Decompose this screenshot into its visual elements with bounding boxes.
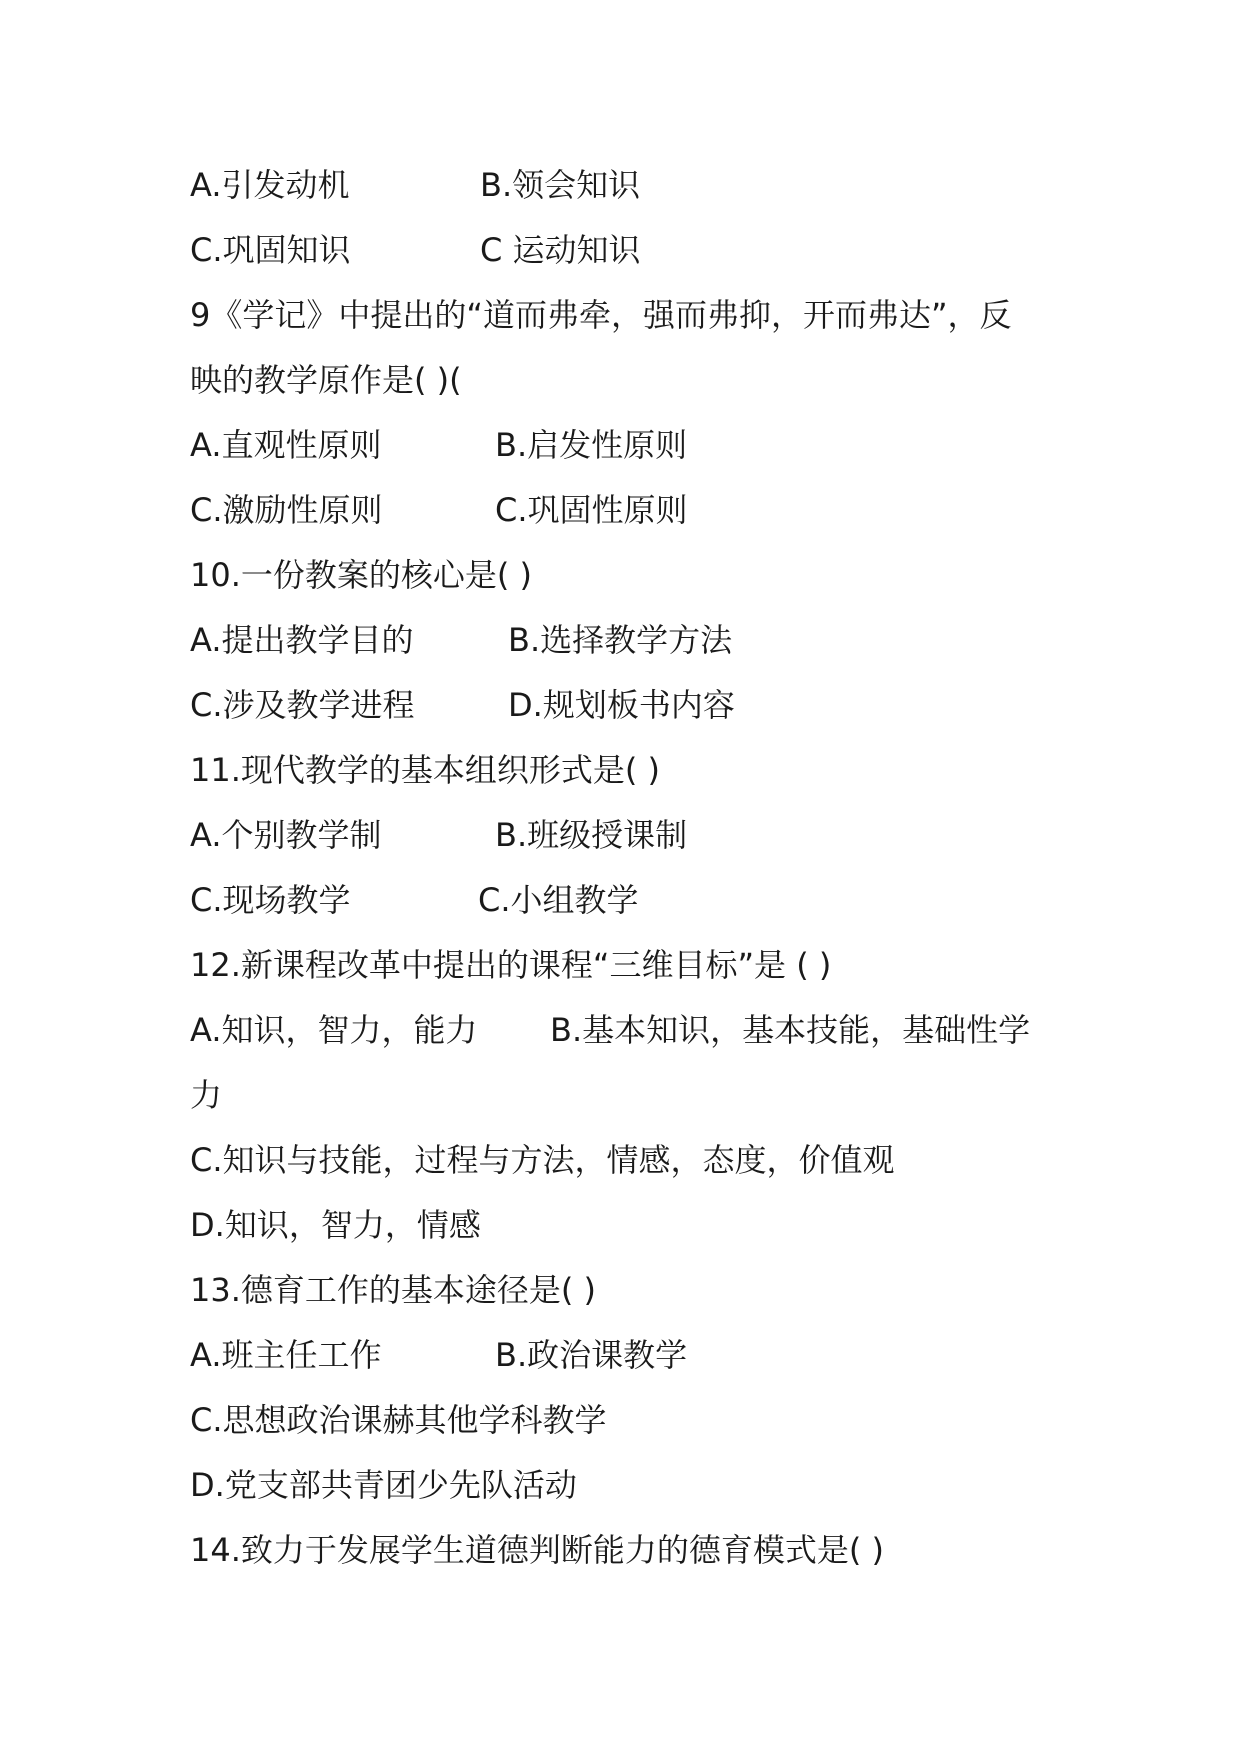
q12-options-row-1 [190,998,1070,1063]
q9-options-row-1 [190,413,1070,478]
q11-option-a: A.个别教学制 [190,816,382,854]
q11-options-row-1 [190,803,1070,868]
q10-option-d: D.规划板书内容 [508,686,735,724]
q11-stem: 11.现代教学的基本组织形式是( ) [190,751,661,789]
q12-option-d: D.知识，智力，情感 [190,1206,481,1244]
q11-option-d: C.小组教学 [478,881,639,919]
q10-option-a: A.提出教学目的 [190,621,414,659]
q11-option-c: C.现场教学 [190,881,351,919]
q14-stem: 14.致力于发展学生道德判断能力的德育模式是( ) [190,1531,885,1569]
q10-options-row-1 [190,608,1070,673]
q11-option-b: B.班级授课制 [495,816,688,854]
q8-option-a: A.引发动机 [190,166,350,204]
q9-option-b: B.启发性原则 [495,426,688,464]
q12-option-a: A.知识，智力，能力 [190,1011,478,1049]
q9-stem-line-2: 映的教学原作是( )( [190,361,462,399]
q12-option-c: C.知识与技能，过程与方法，情感，态度，价值观 [190,1141,895,1179]
q12-option-b-continued: 力 [190,1076,223,1114]
q12-option-b: B.基本知识，基本技能，基础性学 [550,1011,1031,1049]
q9-option-a: A.直观性原则 [190,426,382,464]
q9-stem-line-1: 9《学记》中提出的“道而弗牵，强而弗抑，开而弗达”，反 [190,296,1012,334]
q8-option-b: B.领会知识 [480,166,641,204]
q13-option-d: D.党支部共青团少先队活动 [190,1466,577,1504]
q10-option-c: C.涉及教学进程 [190,686,415,724]
q10-options-row-2 [190,673,1070,738]
q13-option-c: C.思想政治课赫其他学科教学 [190,1401,607,1439]
q10-stem: 10.一份教案的核心是( ) [190,556,533,594]
q13-options-row-1 [190,1323,1070,1388]
q11-options-row-2 [190,868,1070,933]
question-list [190,153,1070,1583]
q9-option-d: C.巩固性原则 [495,491,688,529]
q9-option-c: C.激励性原则 [190,491,383,529]
q8-options-row-2 [190,218,1070,283]
q8-option-c: C.巩固知识 [190,231,351,269]
q13-stem: 13.德育工作的基本途径是( ) [190,1271,597,1309]
q9-options-row-2 [190,478,1070,543]
q13-option-b: B.政治课教学 [495,1336,688,1374]
q8-options-row-1 [190,153,1070,218]
q8-option-d: C 运动知识 [480,231,641,269]
q12-stem: 12.新课程改革中提出的课程“三维目标”是 ( ) [190,946,832,984]
q10-option-b: B.选择教学方法 [508,621,733,659]
q13-option-a: A.班主任工作 [190,1336,382,1374]
